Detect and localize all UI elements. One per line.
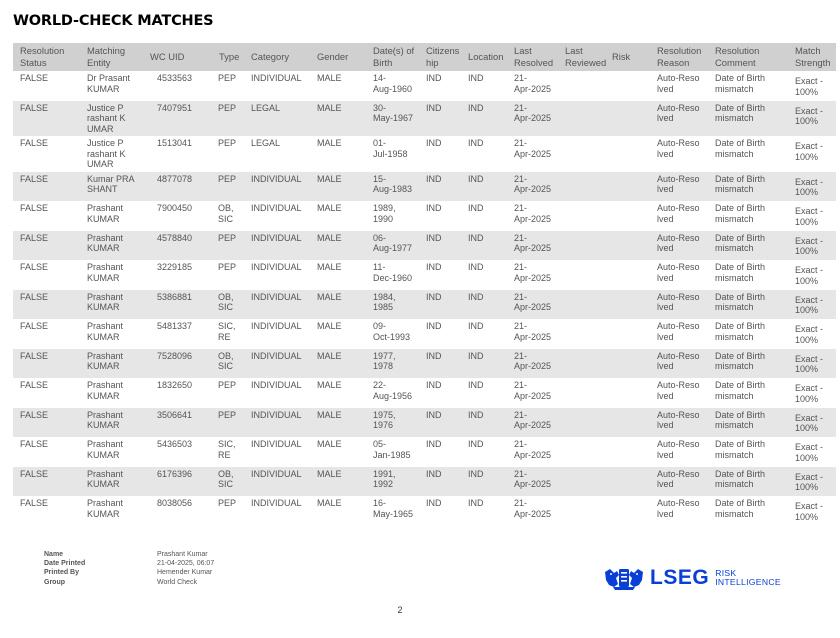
cell-category: INDIVIDUAL bbox=[244, 231, 310, 261]
cell-type: OB, SIC bbox=[212, 467, 244, 497]
cell-resolution-reason: Auto-Reso lved bbox=[650, 496, 708, 526]
column-header-resolution-status: Resolution Status bbox=[13, 43, 80, 71]
cell-resolution-reason: Auto-Reso lved bbox=[650, 319, 708, 349]
date-printed-value: 21-04-2025, 06:07 bbox=[157, 560, 215, 568]
cell-category: INDIVIDUAL bbox=[244, 260, 310, 290]
cell-resolution-status: FALSE bbox=[13, 101, 80, 137]
column-header-risk: Risk bbox=[605, 43, 650, 71]
cell-type: PEP bbox=[212, 172, 244, 202]
cell-risk bbox=[605, 260, 650, 290]
cell-category: INDIVIDUAL bbox=[244, 319, 310, 349]
cell-last-reviewed bbox=[558, 408, 605, 438]
table-row bbox=[13, 496, 836, 526]
cell-last-resolved: 21- Apr-2025 bbox=[507, 408, 558, 438]
cell-wc-uid: 5436503 bbox=[143, 437, 212, 467]
column-header-date-of-birth: Date(s) of Birth bbox=[366, 43, 419, 71]
cell-type: PEP bbox=[212, 378, 244, 408]
cell-resolution-status: FALSE bbox=[13, 496, 80, 526]
cell-last-reviewed bbox=[558, 136, 605, 172]
cell-last-resolved: 21- Apr-2025 bbox=[507, 349, 558, 379]
cell-location: IND bbox=[461, 408, 507, 438]
cell-resolution-reason: Auto-Reso lved bbox=[650, 136, 708, 172]
cell-citizenship: IND bbox=[419, 437, 461, 467]
cell-citizenship: IND bbox=[419, 349, 461, 379]
cell-citizenship: IND bbox=[419, 290, 461, 320]
column-header-last-reviewed: Last Reviewed bbox=[558, 43, 605, 71]
table-row bbox=[13, 136, 836, 172]
cell-gender: MALE bbox=[310, 231, 366, 261]
cell-resolution-reason: Auto-Reso lved bbox=[650, 378, 708, 408]
cell-resolution-reason: Auto-Reso lved bbox=[650, 201, 708, 231]
cell-gender: MALE bbox=[310, 437, 366, 467]
cell-gender: MALE bbox=[310, 467, 366, 497]
cell-risk bbox=[605, 496, 650, 526]
cell-wc-uid: 4533563 bbox=[143, 71, 212, 101]
cell-category: INDIVIDUAL bbox=[244, 172, 310, 202]
cell-matching-entity: Prashant KUMAR bbox=[80, 201, 143, 231]
cell-match-strength: Exact - 100% bbox=[788, 408, 836, 438]
cell-resolution-comment: Date of Birth mismatch bbox=[708, 349, 788, 379]
table-row bbox=[13, 378, 836, 408]
cell-resolution-comment: Date of Birth mismatch bbox=[708, 136, 788, 172]
cell-citizenship: IND bbox=[419, 378, 461, 408]
page-number: 2 bbox=[397, 605, 403, 615]
cell-date-of-birth: 01- Jul-1958 bbox=[366, 136, 419, 172]
cell-resolution-comment: Date of Birth mismatch bbox=[708, 496, 788, 526]
cell-category: INDIVIDUAL bbox=[244, 496, 310, 526]
cell-resolution-comment: Date of Birth mismatch bbox=[708, 408, 788, 438]
cell-citizenship: IND bbox=[419, 136, 461, 172]
cell-resolution-comment: Date of Birth mismatch bbox=[708, 231, 788, 261]
cell-resolution-status: FALSE bbox=[13, 319, 80, 349]
cell-type: PEP bbox=[212, 231, 244, 261]
cell-resolution-reason: Auto-Reso lved bbox=[650, 467, 708, 497]
cell-wc-uid: 5481337 bbox=[143, 319, 212, 349]
cell-match-strength: Exact - 100% bbox=[788, 101, 836, 137]
cell-category: INDIVIDUAL bbox=[244, 408, 310, 438]
print-info-row bbox=[44, 550, 214, 559]
cell-citizenship: IND bbox=[419, 467, 461, 497]
cell-date-of-birth: 06- Aug-1977 bbox=[366, 231, 419, 261]
print-info-row bbox=[44, 578, 214, 587]
cell-category: LEGAL bbox=[244, 136, 310, 172]
cell-resolution-reason: Auto-Reso lved bbox=[650, 349, 708, 379]
cell-matching-entity: Prashant KUMAR bbox=[80, 260, 143, 290]
cell-last-resolved: 21- Apr-2025 bbox=[507, 260, 558, 290]
cell-gender: MALE bbox=[310, 319, 366, 349]
cell-resolution-reason: Auto-Reso lved bbox=[650, 71, 708, 101]
cell-matching-entity: Prashant KUMAR bbox=[80, 319, 143, 349]
cell-last-resolved: 21- Apr-2025 bbox=[507, 231, 558, 261]
cell-last-resolved: 21- Apr-2025 bbox=[507, 290, 558, 320]
world-check-matches-table bbox=[13, 43, 836, 526]
cell-date-of-birth: 1984, 1985 bbox=[366, 290, 419, 320]
cell-risk bbox=[605, 437, 650, 467]
name-label: Name bbox=[44, 551, 64, 558]
cell-last-reviewed bbox=[558, 496, 605, 526]
cell-resolution-reason: Auto-Reso lved bbox=[650, 260, 708, 290]
cell-date-of-birth: 1975, 1976 bbox=[366, 408, 419, 438]
cell-citizenship: IND bbox=[419, 231, 461, 261]
cell-location: IND bbox=[461, 101, 507, 137]
cell-category: INDIVIDUAL bbox=[244, 71, 310, 101]
cell-risk bbox=[605, 319, 650, 349]
cell-location: IND bbox=[461, 201, 507, 231]
cell-last-resolved: 21- Apr-2025 bbox=[507, 136, 558, 172]
cell-last-reviewed bbox=[558, 467, 605, 497]
cell-match-strength: Exact - 100% bbox=[788, 378, 836, 408]
cell-matching-entity: Prashant KUMAR bbox=[80, 437, 143, 467]
cell-last-resolved: 21- Apr-2025 bbox=[507, 378, 558, 408]
cell-gender: MALE bbox=[310, 201, 366, 231]
cell-resolution-comment: Date of Birth mismatch bbox=[708, 378, 788, 408]
cell-risk bbox=[605, 136, 650, 172]
name-value: Prashant Kumar bbox=[157, 551, 208, 558]
logo-subtitle-line: INTELLIGENCE bbox=[715, 577, 781, 587]
cell-last-resolved: 21- Apr-2025 bbox=[507, 201, 558, 231]
cell-match-strength: Exact - 100% bbox=[788, 349, 836, 379]
cell-resolution-status: FALSE bbox=[13, 71, 80, 101]
cell-gender: MALE bbox=[310, 378, 366, 408]
column-header-resolution-comment: Resolution Comment bbox=[708, 43, 788, 71]
cell-matching-entity: Justice P rashant K UMAR bbox=[80, 136, 143, 172]
date-printed-label: Date Printed bbox=[44, 560, 86, 568]
cell-resolution-comment: Date of Birth mismatch bbox=[708, 201, 788, 231]
cell-last-reviewed bbox=[558, 201, 605, 231]
cell-citizenship: IND bbox=[419, 101, 461, 137]
cell-last-reviewed bbox=[558, 378, 605, 408]
column-header-match-strength: Match Strength bbox=[788, 43, 836, 71]
cell-wc-uid: 8038056 bbox=[143, 496, 212, 526]
cell-date-of-birth: 11- Dec-1960 bbox=[366, 260, 419, 290]
cell-type: SIC, RE bbox=[212, 319, 244, 349]
table-row bbox=[13, 437, 836, 467]
cell-resolution-status: FALSE bbox=[13, 467, 80, 497]
cell-last-reviewed bbox=[558, 349, 605, 379]
cell-resolution-comment: Date of Birth mismatch bbox=[708, 101, 788, 137]
cell-risk bbox=[605, 101, 650, 137]
cell-gender: MALE bbox=[310, 71, 366, 101]
cell-last-reviewed bbox=[558, 101, 605, 137]
cell-date-of-birth: 1977, 1978 bbox=[366, 349, 419, 379]
cell-date-of-birth: 30- May-1967 bbox=[366, 101, 419, 137]
column-header-gender: Gender bbox=[310, 43, 366, 71]
cell-date-of-birth: 1991, 1992 bbox=[366, 467, 419, 497]
print-info bbox=[44, 550, 214, 587]
cell-location: IND bbox=[461, 437, 507, 467]
cell-match-strength: Exact - 100% bbox=[788, 172, 836, 202]
table-row bbox=[13, 101, 836, 137]
cell-resolution-reason: Auto-Reso lved bbox=[650, 101, 708, 137]
column-header-category: Category bbox=[244, 43, 310, 71]
cell-risk bbox=[605, 231, 650, 261]
cell-resolution-status: FALSE bbox=[13, 290, 80, 320]
cell-date-of-birth: 09- Oct-1993 bbox=[366, 319, 419, 349]
cell-match-strength: Exact - 100% bbox=[788, 437, 836, 467]
cell-resolution-status: FALSE bbox=[13, 408, 80, 438]
cell-matching-entity: Justice P rashant K UMAR bbox=[80, 101, 143, 137]
cell-type: OB, SIC bbox=[212, 349, 244, 379]
cell-wc-uid: 3506641 bbox=[143, 408, 212, 438]
cell-resolution-reason: Auto-Reso lved bbox=[650, 172, 708, 202]
cell-wc-uid: 3229185 bbox=[143, 260, 212, 290]
cell-resolution-comment: Date of Birth mismatch bbox=[708, 290, 788, 320]
cell-resolution-status: FALSE bbox=[13, 172, 80, 202]
cell-last-resolved: 21- Apr-2025 bbox=[507, 467, 558, 497]
cell-location: IND bbox=[461, 231, 507, 261]
cell-matching-entity: Prashant KUMAR bbox=[80, 349, 143, 379]
cell-resolution-comment: Date of Birth mismatch bbox=[708, 71, 788, 101]
cell-risk bbox=[605, 201, 650, 231]
table-header-row bbox=[13, 43, 836, 71]
lseg-logo bbox=[603, 566, 781, 590]
cell-date-of-birth: 14- Aug-1960 bbox=[366, 71, 419, 101]
cell-gender: MALE bbox=[310, 172, 366, 202]
cell-matching-entity: Kumar PRA SHANT bbox=[80, 172, 143, 202]
cell-wc-uid: 4877078 bbox=[143, 172, 212, 202]
cell-resolution-reason: Auto-Reso lved bbox=[650, 231, 708, 261]
column-header-wc-uid: WC UID bbox=[143, 43, 212, 71]
cell-last-resolved: 21- Apr-2025 bbox=[507, 101, 558, 137]
cell-gender: MALE bbox=[310, 101, 366, 137]
cell-risk bbox=[605, 408, 650, 438]
cell-gender: MALE bbox=[310, 290, 366, 320]
cell-resolution-status: FALSE bbox=[13, 231, 80, 261]
cell-date-of-birth: 16- May-1965 bbox=[366, 496, 419, 526]
cell-date-of-birth: 22- Aug-1956 bbox=[366, 378, 419, 408]
cell-wc-uid: 1832650 bbox=[143, 378, 212, 408]
cell-type: PEP bbox=[212, 71, 244, 101]
cell-citizenship: IND bbox=[419, 172, 461, 202]
table-row bbox=[13, 172, 836, 202]
cell-resolution-comment: Date of Birth mismatch bbox=[708, 437, 788, 467]
cell-citizenship: IND bbox=[419, 496, 461, 526]
table-row bbox=[13, 290, 836, 320]
cell-resolution-reason: Auto-Reso lved bbox=[650, 290, 708, 320]
cell-citizenship: IND bbox=[419, 319, 461, 349]
column-header-resolution-reason: Resolution Reason bbox=[650, 43, 708, 71]
cell-match-strength: Exact - 100% bbox=[788, 290, 836, 320]
cell-resolution-status: FALSE bbox=[13, 136, 80, 172]
cell-wc-uid: 4578840 bbox=[143, 231, 212, 261]
logo-subtitle-line: RISK bbox=[715, 568, 737, 578]
cell-category: INDIVIDUAL bbox=[244, 437, 310, 467]
cell-risk bbox=[605, 172, 650, 202]
cell-match-strength: Exact - 100% bbox=[788, 496, 836, 526]
cell-resolution-status: FALSE bbox=[13, 437, 80, 467]
table-row bbox=[13, 408, 836, 438]
table-row bbox=[13, 231, 836, 261]
cell-last-reviewed bbox=[558, 172, 605, 202]
cell-location: IND bbox=[461, 467, 507, 497]
column-header-last-resolved: Last Resolved bbox=[507, 43, 558, 71]
cell-risk bbox=[605, 290, 650, 320]
cell-location: IND bbox=[461, 172, 507, 202]
cell-resolution-reason: Auto-Reso lved bbox=[650, 408, 708, 438]
cell-match-strength: Exact - 100% bbox=[788, 260, 836, 290]
cell-wc-uid: 5386881 bbox=[143, 290, 212, 320]
group-label: Group bbox=[44, 578, 65, 586]
cell-citizenship: IND bbox=[419, 260, 461, 290]
cell-category: INDIVIDUAL bbox=[244, 378, 310, 408]
print-info-row bbox=[44, 568, 214, 577]
printed-by-label: Printed By bbox=[44, 569, 80, 577]
cell-gender: MALE bbox=[310, 260, 366, 290]
cell-wc-uid: 1513041 bbox=[143, 136, 212, 172]
table-row bbox=[13, 349, 836, 379]
cell-matching-entity: Dr Prasant KUMAR bbox=[80, 71, 143, 101]
cell-last-reviewed bbox=[558, 319, 605, 349]
cell-type: SIC, RE bbox=[212, 437, 244, 467]
cell-category: INDIVIDUAL bbox=[244, 467, 310, 497]
table-body bbox=[13, 71, 836, 526]
cell-resolution-reason: Auto-Reso lved bbox=[650, 437, 708, 467]
cell-match-strength: Exact - 100% bbox=[788, 201, 836, 231]
cell-resolution-comment: Date of Birth mismatch bbox=[708, 319, 788, 349]
table-row bbox=[13, 201, 836, 231]
cell-gender: MALE bbox=[310, 136, 366, 172]
column-header-matching-entity: Matching Entity bbox=[80, 43, 143, 71]
lion-crest-icon bbox=[603, 566, 645, 590]
cell-resolution-status: FALSE bbox=[13, 378, 80, 408]
cell-resolution-comment: Date of Birth mismatch bbox=[708, 260, 788, 290]
cell-resolution-status: FALSE bbox=[13, 260, 80, 290]
cell-matching-entity: Prashant KUMAR bbox=[80, 378, 143, 408]
cell-last-resolved: 21- Apr-2025 bbox=[507, 319, 558, 349]
cell-type: OB, SIC bbox=[212, 201, 244, 231]
cell-resolution-comment: Date of Birth mismatch bbox=[708, 467, 788, 497]
cell-gender: MALE bbox=[310, 349, 366, 379]
cell-category: INDIVIDUAL bbox=[244, 201, 310, 231]
cell-matching-entity: Prashant KUMAR bbox=[80, 496, 143, 526]
cell-matching-entity: Prashant KUMAR bbox=[80, 290, 143, 320]
cell-wc-uid: 7528096 bbox=[143, 349, 212, 379]
printed-by-value: Hemender Kumar bbox=[157, 569, 213, 577]
table-row bbox=[13, 71, 836, 101]
cell-matching-entity: Prashant KUMAR bbox=[80, 231, 143, 261]
cell-wc-uid: 6176396 bbox=[143, 467, 212, 497]
cell-match-strength: Exact - 100% bbox=[788, 136, 836, 172]
cell-category: LEGAL bbox=[244, 101, 310, 137]
cell-location: IND bbox=[461, 290, 507, 320]
cell-date-of-birth: 15- Aug-1983 bbox=[366, 172, 419, 202]
cell-last-resolved: 21- Apr-2025 bbox=[507, 71, 558, 101]
column-header-location: Location bbox=[461, 43, 507, 71]
page-title: WORLD-CHECK MATCHES bbox=[13, 13, 214, 29]
group-value: World Check bbox=[157, 578, 197, 586]
cell-category: INDIVIDUAL bbox=[244, 349, 310, 379]
column-header-type: Type bbox=[212, 43, 244, 71]
cell-resolution-status: FALSE bbox=[13, 201, 80, 231]
cell-location: IND bbox=[461, 136, 507, 172]
logo-subtitle bbox=[715, 569, 781, 587]
cell-type: PEP bbox=[212, 496, 244, 526]
cell-last-reviewed bbox=[558, 260, 605, 290]
cell-match-strength: Exact - 100% bbox=[788, 71, 836, 101]
cell-last-reviewed bbox=[558, 71, 605, 101]
cell-risk bbox=[605, 71, 650, 101]
cell-match-strength: Exact - 100% bbox=[788, 319, 836, 349]
cell-matching-entity: Prashant KUMAR bbox=[80, 467, 143, 497]
cell-risk bbox=[605, 378, 650, 408]
table-row bbox=[13, 319, 836, 349]
cell-citizenship: IND bbox=[419, 71, 461, 101]
cell-last-resolved: 21- Apr-2025 bbox=[507, 496, 558, 526]
cell-resolution-status: FALSE bbox=[13, 349, 80, 379]
cell-date-of-birth: 1989, 1990 bbox=[366, 201, 419, 231]
cell-citizenship: IND bbox=[419, 201, 461, 231]
print-info-row bbox=[44, 559, 214, 568]
cell-wc-uid: 7900450 bbox=[143, 201, 212, 231]
cell-match-strength: Exact - 100% bbox=[788, 467, 836, 497]
cell-category: INDIVIDUAL bbox=[244, 290, 310, 320]
cell-type: PEP bbox=[212, 408, 244, 438]
cell-citizenship: IND bbox=[419, 408, 461, 438]
cell-date-of-birth: 05- Jan-1985 bbox=[366, 437, 419, 467]
cell-type: OB, SIC bbox=[212, 290, 244, 320]
cell-type: PEP bbox=[212, 101, 244, 137]
cell-last-reviewed bbox=[558, 290, 605, 320]
cell-location: IND bbox=[461, 496, 507, 526]
cell-risk bbox=[605, 467, 650, 497]
cell-match-strength: Exact - 100% bbox=[788, 231, 836, 261]
cell-gender: MALE bbox=[310, 496, 366, 526]
cell-location: IND bbox=[461, 378, 507, 408]
column-header-citizenship: Citizens hip bbox=[419, 43, 461, 71]
cell-location: IND bbox=[461, 260, 507, 290]
logo-wordmark: LSEG bbox=[650, 566, 710, 589]
cell-matching-entity: Prashant KUMAR bbox=[80, 408, 143, 438]
table-row bbox=[13, 467, 836, 497]
cell-location: IND bbox=[461, 71, 507, 101]
cell-type: PEP bbox=[212, 136, 244, 172]
cell-last-reviewed bbox=[558, 231, 605, 261]
cell-last-resolved: 21- Apr-2025 bbox=[507, 437, 558, 467]
cell-resolution-comment: Date of Birth mismatch bbox=[708, 172, 788, 202]
cell-gender: MALE bbox=[310, 408, 366, 438]
cell-location: IND bbox=[461, 319, 507, 349]
cell-location: IND bbox=[461, 349, 507, 379]
table-row bbox=[13, 260, 836, 290]
cell-last-reviewed bbox=[558, 437, 605, 467]
cell-last-resolved: 21- Apr-2025 bbox=[507, 172, 558, 202]
cell-wc-uid: 7407951 bbox=[143, 101, 212, 137]
cell-type: PEP bbox=[212, 260, 244, 290]
cell-risk bbox=[605, 349, 650, 379]
